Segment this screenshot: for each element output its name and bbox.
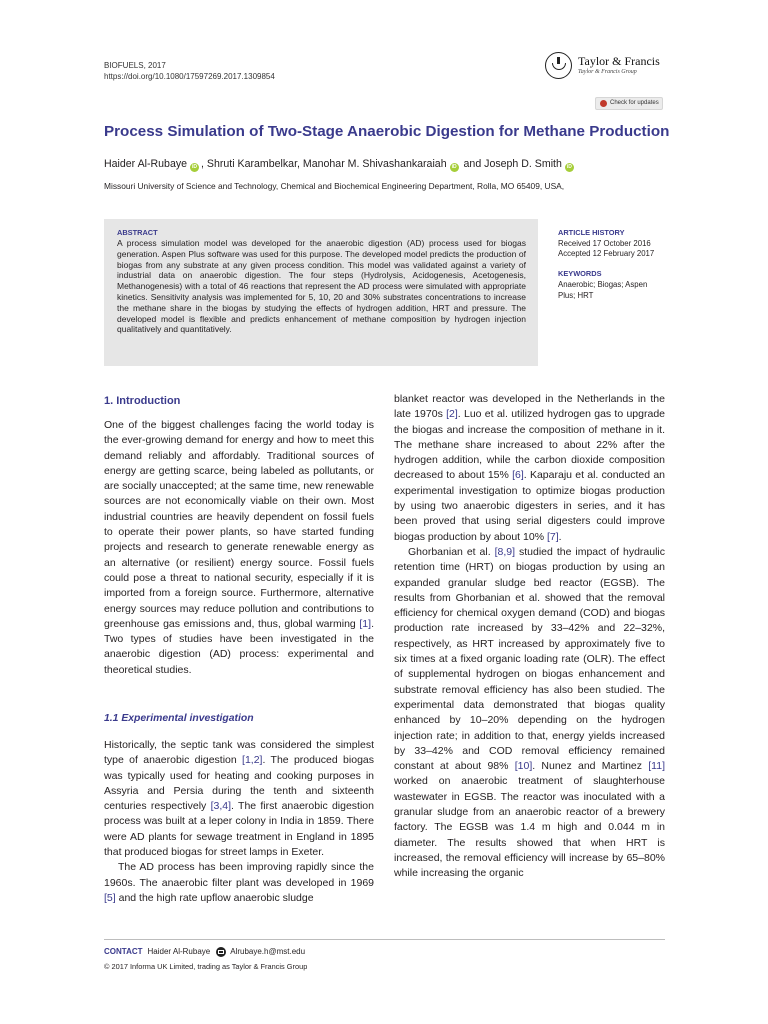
article-history: [558, 239, 654, 259]
body-text: blanket reactor was developed in the Netherlands in the late 1970s: [394, 393, 665, 421]
body-text: The AD process has been improving rapidly since the 1960s. The anaerobic filter plant was developed in 1969: [104, 861, 374, 889]
body-column-right: [394, 392, 665, 882]
orcid-icon[interactable]: iD: [566, 164, 572, 170]
author-name: Manohar M. Shivashankaraiah: [302, 158, 447, 170]
abstract-text: A process simulation model was developed for the anaerobic digestion (AD) process used for biogas generation. Aspen Plus software was used for this purpose. The developed model predicts the production of biogas from any substrate at any given process condition. This model was validated against a variety of industrial data on anaerobic digestion. The four steps (Hydrolysis, Acidogenesis, Acetogenesis, Methanogenesis) with a total of 46 reactions that represent the AD process were simulated with appropriate kinetics. Sensitivity analysis was implemented for 5, 10, 20 and 30% substrates concentrations to increase the methane share in the biogas by studying the effects of hydrogen addition, HRT and pressure. The developed model is flexible and predicts enhancement of methane composition by hydrogen injection qualitatively and quantitatively.: [117, 238, 526, 335]
keywords-label: KEYWORDS: [558, 269, 602, 278]
author-name: Shruti Karambelkar: [206, 158, 298, 170]
affiliation: Missouri University of Science and Technology, Chemical and Biochemical Engineering Department, Rolla, MO 65409, USA,: [104, 181, 565, 191]
body-text: . Luo et al. utilized hydrogen gas to upgrade the biogas and increase the composition of methane in it. The methane share increased to about 22% after the hydrogen addition, while the carbon dioxide composition decreased to about 15%: [394, 408, 666, 482]
body-text: One of the biggest challenges facing the world today is the ever-growing demand for energy and how to meet this demand reliably and affordably. Traditional sources of energy are getting scarce, being labeled as pollutants, or are socially unaccepted; at the same time, new renewable sources are not economically viable on their own. Most industrial countries are heavily dependent on fossil fuels to operate their power plants, so have started funding projects and research to generate renewable energy as an alternative (or resilient) energy source. Fossil fuels could pose a threat to national security, especially if it is imported from a foreign source. Furthermore, alternative energy sources may reduce pollution and contributions to greenhouse gas emissions and, thus, global warming: [104, 419, 374, 630]
article-history-label: ARTICLE HISTORY: [558, 228, 625, 237]
received-date: Received 17 October 2016: [558, 239, 651, 248]
citation-link[interactable]: [10]: [514, 760, 533, 773]
paragraph: [394, 545, 665, 882]
paragraph: [394, 392, 665, 545]
publisher-group: Taylor & Francis Group: [578, 69, 637, 75]
author-list: [104, 157, 576, 172]
author-separator: ,: [201, 158, 207, 170]
citation-link[interactable]: [7]: [546, 530, 559, 543]
author-separator: ,: [297, 158, 303, 170]
paragraph: [104, 738, 374, 860]
body-text: .: [558, 530, 562, 543]
body-text: . The first anaerobic digestion process was built at a leper colony in India in 1859. There were AD plants for sewage treatment in England in 1895 that produced biogas for street lamps in Exeter.: [104, 800, 374, 859]
crossmark-icon: [600, 100, 607, 107]
abstract-label: ABSTRACT: [117, 228, 158, 237]
citation-link[interactable]: [8,9]: [494, 545, 516, 558]
orcid-icon[interactable]: iD: [192, 164, 198, 170]
contact-name: Haider Al-Rubaye: [147, 947, 211, 956]
body-text: . Two types of studies have been investigated in the anaerobic digestion (AD) process: experimental and theoretical studies.: [104, 617, 374, 676]
copyright-notice: © 2017 Informa UK Limited, trading as Taylor & Francis Group: [104, 962, 308, 971]
citation-link[interactable]: [11]: [648, 760, 665, 773]
check-for-updates-button[interactable]: [595, 97, 663, 110]
accepted-date: Accepted 12 February 2017: [558, 249, 655, 259]
paragraph: [104, 418, 374, 678]
footer-divider: [104, 939, 665, 940]
keywords-text: Anaerobic; Biogas; Aspen Plus; HRT: [558, 280, 648, 300]
paragraph: [104, 860, 374, 906]
contact-label: CONTACT: [104, 947, 143, 956]
author-separator: and: [460, 158, 485, 170]
section-heading-introduction: 1. Introduction: [104, 395, 181, 407]
orcid-icon[interactable]: iD: [451, 164, 457, 170]
contact-line: [104, 946, 305, 957]
abstract-box: [104, 219, 538, 366]
body-text: . Nunez and Martinez: [532, 760, 649, 773]
body-column-left-top: [104, 418, 374, 678]
citation-link[interactable]: [3,4]: [210, 800, 232, 813]
citation-link[interactable]: [1]: [359, 617, 372, 630]
body-text: Historically, the septic tank was considered the simplest type of anaerobic digestion: [104, 739, 374, 767]
publisher-name: Taylor & Francis: [578, 54, 660, 68]
article-title: Process Simulation of Two-Stage Anaerobic Digestion for Methane Production: [104, 123, 670, 140]
doi-link[interactable]: https://doi.org/10.1080/17597269.2017.1309854: [104, 72, 275, 81]
citation-link[interactable]: [5]: [104, 891, 116, 904]
author-name: Haider Al-Rubaye: [104, 158, 188, 170]
citation-link[interactable]: [1,2]: [242, 754, 263, 767]
body-column-left-bottom: [104, 738, 374, 906]
body-text: . The produced biogas was typically used for heating and cooking purposes in Assyria and Persia during the tenth and sixteenth centuries respectively: [104, 754, 374, 813]
email-icon: [216, 947, 226, 957]
citation-link[interactable]: [2]: [446, 408, 458, 421]
body-text: studied the impact of hydraulic retention time (HRT) on biogas production by using an expanded granular sludge bed reactor (EGSB). The results from Ghorbanian et al. showed that the removal efficiency for chemical oxygen demand (COD) and biogas production rate increased by 33–42% and 22–32%, respectively, as HRT increased by approximately five to six times at a fixed organic loading rate (OLR). The effect of supplemental hydrogen on biogas enhancement and substrate removal efficiency has also been studied. The experimental data demonstrated that biogas quality enhanced by 10–20% depending on the hydrogen injection rate; in addition to that, energy yields increased by 33–42% and COD removal efficiency remained constant at about 98%: [394, 545, 665, 773]
check-for-updates-label: Check for updates: [610, 100, 659, 106]
publisher-logo[interactable]: [545, 52, 660, 79]
journal-name: BIOFUELS, 2017: [104, 61, 166, 70]
body-text: and the high rate upflow anaerobic sludge: [115, 891, 314, 904]
citation-link[interactable]: [6]: [512, 469, 524, 482]
section-heading-experimental: 1.1 Experimental investigation: [104, 713, 254, 724]
body-text: worked on anaerobic treatment of slaughterhouse wastewater in EGSB. The reactor was inoculated with a granular sludge from an anaerobic reactor of a brewery factory. The EGSB was 1.4 m high and 0.044 m in diameter. The results showed that when HRT is increased, the removal efficiency will increase by 65–80% while increasing the organic: [394, 775, 665, 880]
body-text: . Kaparaju et al. conducted an experimental investigation to optimize biogas production by using two anaerobic digesters in series, and it has been proved that using serial digesters could improve biogas production by about 10%: [394, 469, 665, 543]
publisher-emblem-icon: [545, 52, 572, 79]
contact-email-link[interactable]: Alrubaye.h@mst.edu: [230, 947, 306, 956]
body-text: Ghorbanian et al.: [408, 545, 495, 558]
author-name: Joseph D. Smith: [484, 158, 562, 170]
